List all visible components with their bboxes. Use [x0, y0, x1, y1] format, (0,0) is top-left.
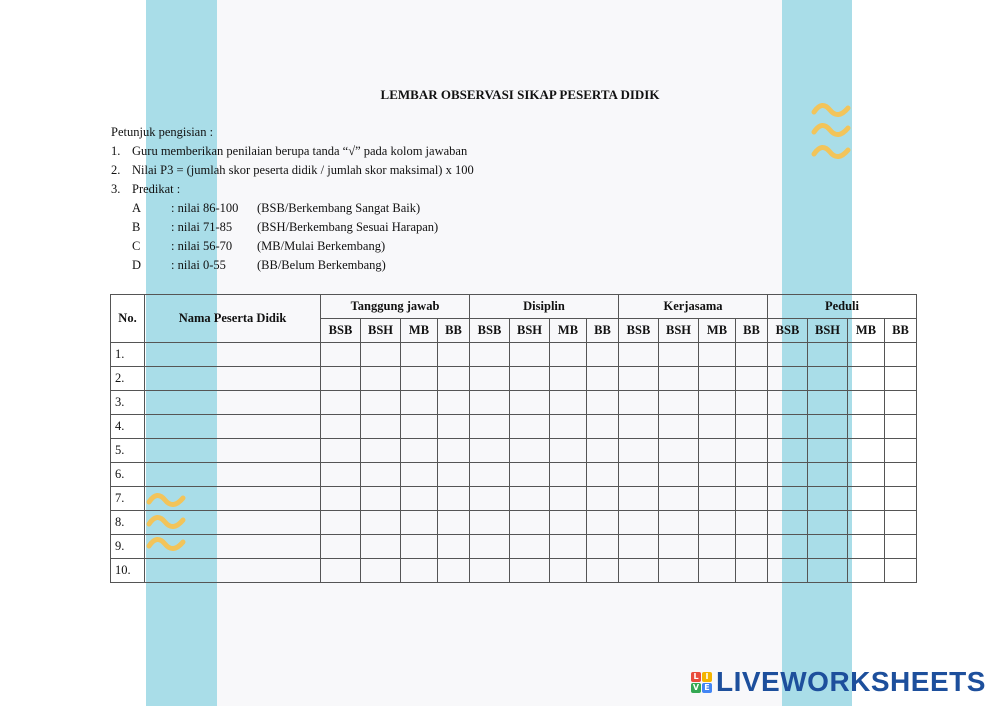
check-cell[interactable] — [848, 391, 885, 415]
check-cell[interactable] — [848, 367, 885, 391]
check-cell[interactable] — [587, 511, 619, 535]
check-cell[interactable] — [808, 463, 848, 487]
check-cell[interactable] — [510, 487, 550, 511]
check-cell[interactable] — [808, 391, 848, 415]
check-cell[interactable] — [885, 367, 917, 391]
instruction-item: 1. Guru memberikan penilaian berupa tanda “√” pada kolom jawaban — [111, 144, 468, 158]
check-cell[interactable] — [699, 415, 736, 439]
check-cell[interactable] — [699, 439, 736, 463]
subheader-bsh: BSH — [659, 319, 699, 343]
check-cell[interactable] — [736, 415, 768, 439]
check-cell[interactable] — [587, 487, 619, 511]
header-group: Peduli — [768, 295, 917, 319]
table-row — [111, 391, 917, 415]
header-group: Disiplin — [470, 295, 619, 319]
check-cell[interactable] — [699, 559, 736, 583]
subheader-bsb: BSB — [619, 319, 659, 343]
check-cell[interactable] — [510, 343, 550, 367]
check-cell[interactable] — [699, 391, 736, 415]
brand-text: LIVEWORKSHEETS — [716, 666, 986, 697]
check-cell[interactable] — [885, 487, 917, 511]
check-cell[interactable] — [401, 439, 438, 463]
row-number: 3. — [111, 391, 145, 415]
check-cell[interactable] — [550, 343, 587, 367]
check-cell[interactable] — [401, 535, 438, 559]
check-cell[interactable] — [885, 391, 917, 415]
check-cell[interactable] — [510, 367, 550, 391]
check-cell[interactable] — [361, 367, 401, 391]
check-cell[interactable] — [659, 415, 699, 439]
check-cell[interactable] — [768, 391, 808, 415]
row-number: 9. — [111, 535, 145, 559]
row-number: 10. — [111, 559, 145, 583]
check-cell[interactable] — [659, 367, 699, 391]
subheader-bsh: BSH — [510, 319, 550, 343]
row-number: 4. — [111, 415, 145, 439]
check-cell[interactable] — [848, 415, 885, 439]
student-name-cell[interactable] — [145, 439, 321, 463]
check-cell[interactable] — [587, 367, 619, 391]
check-cell[interactable] — [587, 391, 619, 415]
check-cell[interactable] — [470, 391, 510, 415]
check-cell[interactable] — [321, 487, 361, 511]
check-cell[interactable] — [736, 487, 768, 511]
check-cell[interactable] — [510, 391, 550, 415]
header-group: Kerjasama — [619, 295, 768, 319]
check-cell[interactable] — [438, 487, 470, 511]
check-cell[interactable] — [550, 535, 587, 559]
document-title: LEMBAR OBSERVASI SIKAP PESERTA DIDIK — [380, 87, 660, 102]
student-name-cell[interactable] — [145, 511, 321, 535]
check-cell[interactable] — [619, 535, 659, 559]
check-cell[interactable] — [401, 367, 438, 391]
check-cell[interactable] — [321, 367, 361, 391]
check-cell[interactable] — [510, 511, 550, 535]
check-cell[interactable] — [659, 487, 699, 511]
live-icon-tile: I — [702, 672, 712, 682]
check-cell[interactable] — [321, 511, 361, 535]
check-cell[interactable] — [699, 535, 736, 559]
grade-item: D : nilai 0-55 (BB/Belum Berkembang) — [132, 258, 386, 272]
subheader-bsb: BSB — [768, 319, 808, 343]
check-cell[interactable] — [619, 463, 659, 487]
check-cell[interactable] — [510, 415, 550, 439]
subheader-bb: BB — [885, 319, 917, 343]
check-cell[interactable] — [550, 439, 587, 463]
check-cell[interactable] — [848, 343, 885, 367]
check-cell[interactable] — [736, 391, 768, 415]
check-cell[interactable] — [510, 439, 550, 463]
check-cell[interactable] — [659, 535, 699, 559]
check-cell[interactable] — [699, 367, 736, 391]
check-cell[interactable] — [736, 559, 768, 583]
grade-item: A : nilai 86-100 (BSB/Berkembang Sangat Baik) — [132, 201, 421, 215]
check-cell[interactable] — [808, 439, 848, 463]
row-number: 1. — [111, 343, 145, 367]
check-cell[interactable] — [699, 511, 736, 535]
check-cell[interactable] — [321, 559, 361, 583]
check-cell[interactable] — [768, 559, 808, 583]
row-number: 2. — [111, 367, 145, 391]
check-cell[interactable] — [768, 511, 808, 535]
check-cell[interactable] — [699, 463, 736, 487]
check-cell[interactable] — [768, 367, 808, 391]
check-cell[interactable] — [587, 535, 619, 559]
check-cell[interactable] — [510, 559, 550, 583]
observation-table — [110, 294, 917, 583]
row-number: 6. — [111, 463, 145, 487]
check-cell[interactable] — [659, 511, 699, 535]
subheader-bb: BB — [736, 319, 768, 343]
check-cell[interactable] — [438, 343, 470, 367]
check-cell[interactable] — [808, 487, 848, 511]
check-cell[interactable] — [848, 559, 885, 583]
check-cell[interactable] — [808, 535, 848, 559]
check-cell[interactable] — [848, 511, 885, 535]
student-name-cell[interactable] — [145, 535, 321, 559]
check-cell[interactable] — [550, 511, 587, 535]
subheader-bb: BB — [438, 319, 470, 343]
check-cell[interactable] — [361, 439, 401, 463]
check-cell[interactable] — [438, 439, 470, 463]
check-cell[interactable] — [619, 415, 659, 439]
subheader-bb: BB — [587, 319, 619, 343]
grade-item: B : nilai 71-85 (BSH/Berkembang Sesuai Harapan) — [132, 220, 439, 234]
check-cell[interactable] — [768, 487, 808, 511]
table-row — [111, 559, 917, 583]
student-name-cell[interactable] — [145, 367, 321, 391]
table-row — [111, 415, 917, 439]
check-cell[interactable] — [619, 367, 659, 391]
check-cell[interactable] — [321, 391, 361, 415]
check-cell[interactable] — [736, 463, 768, 487]
subheader-bsh: BSH — [808, 319, 848, 343]
check-cell[interactable] — [885, 535, 917, 559]
subheader-bsb: BSB — [470, 319, 510, 343]
check-cell[interactable] — [550, 367, 587, 391]
check-cell[interactable] — [550, 487, 587, 511]
check-cell[interactable] — [736, 535, 768, 559]
check-cell[interactable] — [470, 511, 510, 535]
live-icon-tile: E — [702, 683, 712, 693]
check-cell[interactable] — [848, 487, 885, 511]
check-cell[interactable] — [361, 343, 401, 367]
check-cell[interactable] — [587, 343, 619, 367]
table-body — [111, 343, 917, 583]
check-cell[interactable] — [885, 511, 917, 535]
check-cell[interactable] — [438, 391, 470, 415]
header-name: Nama Peserta Didik — [145, 295, 321, 343]
check-cell[interactable] — [401, 343, 438, 367]
check-cell[interactable] — [808, 343, 848, 367]
check-cell[interactable] — [550, 463, 587, 487]
check-cell[interactable] — [321, 535, 361, 559]
check-cell[interactable] — [885, 415, 917, 439]
check-cell[interactable] — [808, 367, 848, 391]
check-cell[interactable] — [736, 367, 768, 391]
check-cell[interactable] — [361, 535, 401, 559]
subheader-bsh: BSH — [361, 319, 401, 343]
check-cell[interactable] — [587, 439, 619, 463]
subheader-mb: MB — [699, 319, 736, 343]
check-cell[interactable] — [587, 415, 619, 439]
check-cell[interactable] — [619, 391, 659, 415]
check-cell[interactable] — [587, 559, 619, 583]
check-cell[interactable] — [510, 535, 550, 559]
student-name-cell[interactable] — [145, 343, 321, 367]
table-row — [111, 463, 917, 487]
check-cell[interactable] — [848, 535, 885, 559]
live-icon — [691, 672, 712, 693]
check-cell[interactable] — [619, 439, 659, 463]
live-icon-tile: L — [691, 672, 701, 682]
check-cell[interactable] — [587, 463, 619, 487]
check-cell[interactable] — [885, 559, 917, 583]
check-cell[interactable] — [401, 511, 438, 535]
student-name-cell[interactable] — [145, 463, 321, 487]
check-cell[interactable] — [321, 463, 361, 487]
check-cell[interactable] — [361, 511, 401, 535]
check-cell[interactable] — [659, 559, 699, 583]
student-name-cell[interactable] — [145, 391, 321, 415]
row-number: 5. — [111, 439, 145, 463]
check-cell[interactable] — [768, 343, 808, 367]
check-cell[interactable] — [438, 511, 470, 535]
header-no: No. — [111, 295, 145, 343]
subheader-mb: MB — [848, 319, 885, 343]
check-cell[interactable] — [321, 439, 361, 463]
check-cell[interactable] — [401, 463, 438, 487]
check-cell[interactable] — [361, 391, 401, 415]
grade-item: C : nilai 56-70 (MB/Mulai Berkembang) — [132, 239, 386, 253]
student-name-cell[interactable] — [145, 487, 321, 511]
check-cell[interactable] — [699, 487, 736, 511]
check-cell[interactable] — [321, 415, 361, 439]
subheader-mb: MB — [401, 319, 438, 343]
check-cell[interactable] — [808, 511, 848, 535]
instructions-heading: Petunjuk pengisian : — [111, 125, 214, 139]
check-cell[interactable] — [659, 391, 699, 415]
check-cell[interactable] — [885, 439, 917, 463]
check-cell[interactable] — [401, 487, 438, 511]
check-cell[interactable] — [699, 343, 736, 367]
student-name-cell[interactable] — [145, 559, 321, 583]
check-cell[interactable] — [768, 415, 808, 439]
check-cell[interactable] — [659, 343, 699, 367]
check-cell[interactable] — [768, 439, 808, 463]
header-group: Tanggung jawab — [321, 295, 470, 319]
check-cell[interactable] — [848, 439, 885, 463]
check-cell[interactable] — [321, 343, 361, 367]
check-cell[interactable] — [619, 343, 659, 367]
instructions-block — [111, 123, 474, 275]
subheader-bsb: BSB — [321, 319, 361, 343]
check-cell[interactable] — [848, 463, 885, 487]
squiggle-decoration-top — [810, 98, 856, 166]
check-cell[interactable] — [401, 391, 438, 415]
check-cell[interactable] — [619, 559, 659, 583]
check-cell[interactable] — [438, 367, 470, 391]
check-cell[interactable] — [510, 463, 550, 487]
check-cell[interactable] — [768, 535, 808, 559]
table-header-row — [111, 295, 917, 319]
check-cell[interactable] — [885, 343, 917, 367]
check-cell[interactable] — [438, 463, 470, 487]
check-cell[interactable] — [808, 559, 848, 583]
check-cell[interactable] — [808, 415, 848, 439]
check-cell[interactable] — [736, 511, 768, 535]
check-cell[interactable] — [885, 463, 917, 487]
table-row — [111, 535, 917, 559]
check-cell[interactable] — [736, 439, 768, 463]
check-cell[interactable] — [550, 415, 587, 439]
check-cell[interactable] — [361, 559, 401, 583]
check-cell[interactable] — [470, 559, 510, 583]
check-cell[interactable] — [768, 463, 808, 487]
check-cell[interactable] — [470, 463, 510, 487]
check-cell[interactable] — [438, 559, 470, 583]
table-row — [111, 487, 917, 511]
check-cell[interactable] — [550, 391, 587, 415]
student-name-cell[interactable] — [145, 415, 321, 439]
check-cell[interactable] — [438, 415, 470, 439]
row-number: 8. — [111, 511, 145, 535]
row-number: 7. — [111, 487, 145, 511]
check-cell[interactable] — [401, 559, 438, 583]
check-cell[interactable] — [619, 511, 659, 535]
table-row — [111, 511, 917, 535]
check-cell[interactable] — [619, 487, 659, 511]
check-cell[interactable] — [470, 343, 510, 367]
live-icon-tile: V — [692, 683, 700, 692]
check-cell[interactable] — [470, 439, 510, 463]
check-cell[interactable] — [401, 415, 438, 439]
check-cell[interactable] — [470, 535, 510, 559]
check-cell[interactable] — [361, 415, 401, 439]
table-row — [111, 367, 917, 391]
instruction-item: 2. Nilai P3 = (jumlah skor peserta didik / jumlah skor maksimal) x 100 — [111, 163, 474, 177]
check-cell[interactable] — [361, 487, 401, 511]
subheader-mb: MB — [550, 319, 587, 343]
instruction-item: 3. Predikat : — [111, 182, 181, 196]
table-row — [111, 343, 917, 367]
table-row — [111, 439, 917, 463]
check-cell[interactable] — [659, 463, 699, 487]
liveworksheets-logo — [691, 666, 986, 698]
check-cell[interactable] — [361, 463, 401, 487]
check-cell[interactable] — [438, 535, 470, 559]
check-cell[interactable] — [470, 487, 510, 511]
check-cell[interactable] — [550, 559, 587, 583]
check-cell[interactable] — [470, 415, 510, 439]
check-cell[interactable] — [470, 367, 510, 391]
check-cell[interactable] — [736, 343, 768, 367]
check-cell[interactable] — [659, 439, 699, 463]
